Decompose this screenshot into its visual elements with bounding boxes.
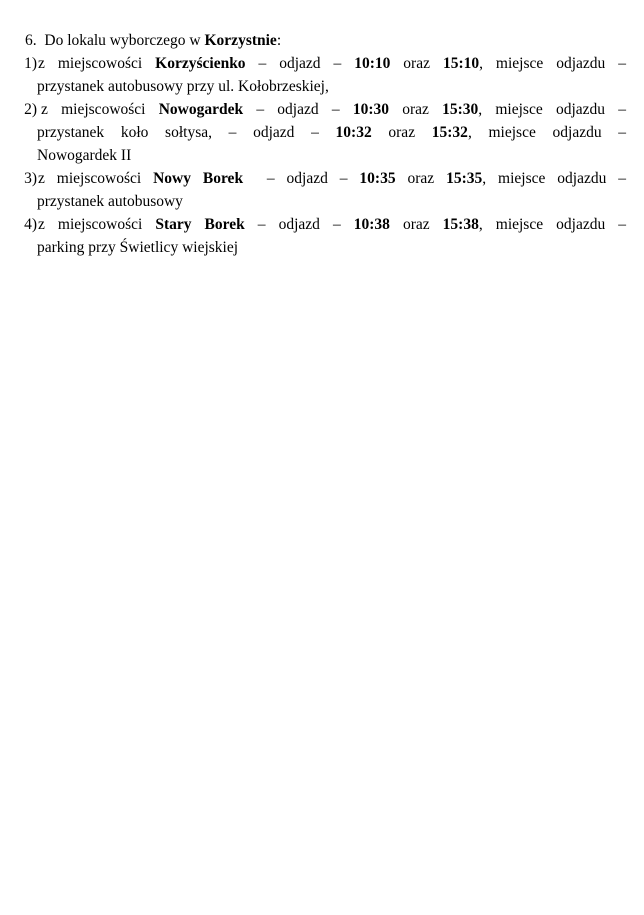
heading-place: Korzystnie [204,32,277,49]
item-line [37,98,626,121]
item-number: 2) [24,101,37,118]
item-location: parking przy Świetlicy wiejskiej [37,239,239,256]
heading-prefix: Do lokalu wyborczego w [44,32,205,49]
item-departure-label: – odjazd – [243,170,360,187]
departure-time-1: 10:35 [359,170,396,187]
departure-time-1: 10:30 [352,101,389,118]
item-location: przystanek autobusowy przy ul. Kołobrzeskiej, [37,78,329,95]
departure-time-1: 10:38 [353,216,390,233]
item-prefix: z miejscowości [38,216,156,233]
item-line [37,52,626,75]
item-line [37,167,626,190]
departure-time-3: 10:32 [335,124,372,141]
departure-time-4: 15:32 [431,124,468,141]
village-name: Nowy Borek [153,170,244,187]
heading-suffix: : [276,32,282,49]
item-place-label: , miejsce odjazdu – [478,216,626,233]
list-item [18,167,626,213]
departure-time-2: 15:35 [446,170,483,187]
item-departure-label: – odjazd – [243,101,353,118]
item-location [18,121,626,144]
item-prefix: z miejscowości [41,101,159,118]
item-departure-label: – odjazd – [244,216,354,233]
list-item [18,213,626,259]
departure-time-1: 10:10 [354,55,391,72]
item-conjunction: oraz [388,101,443,118]
item-place-label: , miejsce odjazdu – [478,101,626,118]
item-departure-label: – odjazd – [245,55,355,72]
item-number: 4) [24,216,37,233]
village-name: Nowogardek [158,101,244,118]
section-number: 6. [25,32,37,49]
item-prefix: z miejscowości [38,170,154,187]
list-item [18,52,626,98]
item-line [37,213,626,236]
departure-time-2: 15:10 [442,55,480,72]
item-conjunction: oraz [389,216,443,233]
item-location: przystanek autobusowy [37,193,183,210]
list-item [18,98,626,167]
item-location: Nowogardek II [37,147,132,164]
section-heading [25,30,281,52]
item-number: 3) [24,170,37,187]
item-conjunction: oraz [390,55,443,72]
item-place-label: , miejsce odjazdu – [482,170,626,187]
item-conjunction: oraz [371,124,432,141]
item-location-text: przystanek koło sołtysa, – odjazd – [37,124,336,141]
departure-time-2: 15:30 [442,101,479,118]
item-place-label: , miejsce odjazdu – [479,55,626,72]
departure-list [18,52,626,259]
departure-time-2: 15:38 [442,216,479,233]
item-conjunction: oraz [395,170,447,187]
item-place-label: , miejsce odjazdu – [467,124,627,141]
village-name: Korzyścienko [155,55,246,72]
item-number: 1) [24,55,37,72]
item-prefix: z miejscowości [38,55,156,72]
village-name: Stary Borek [155,216,245,233]
